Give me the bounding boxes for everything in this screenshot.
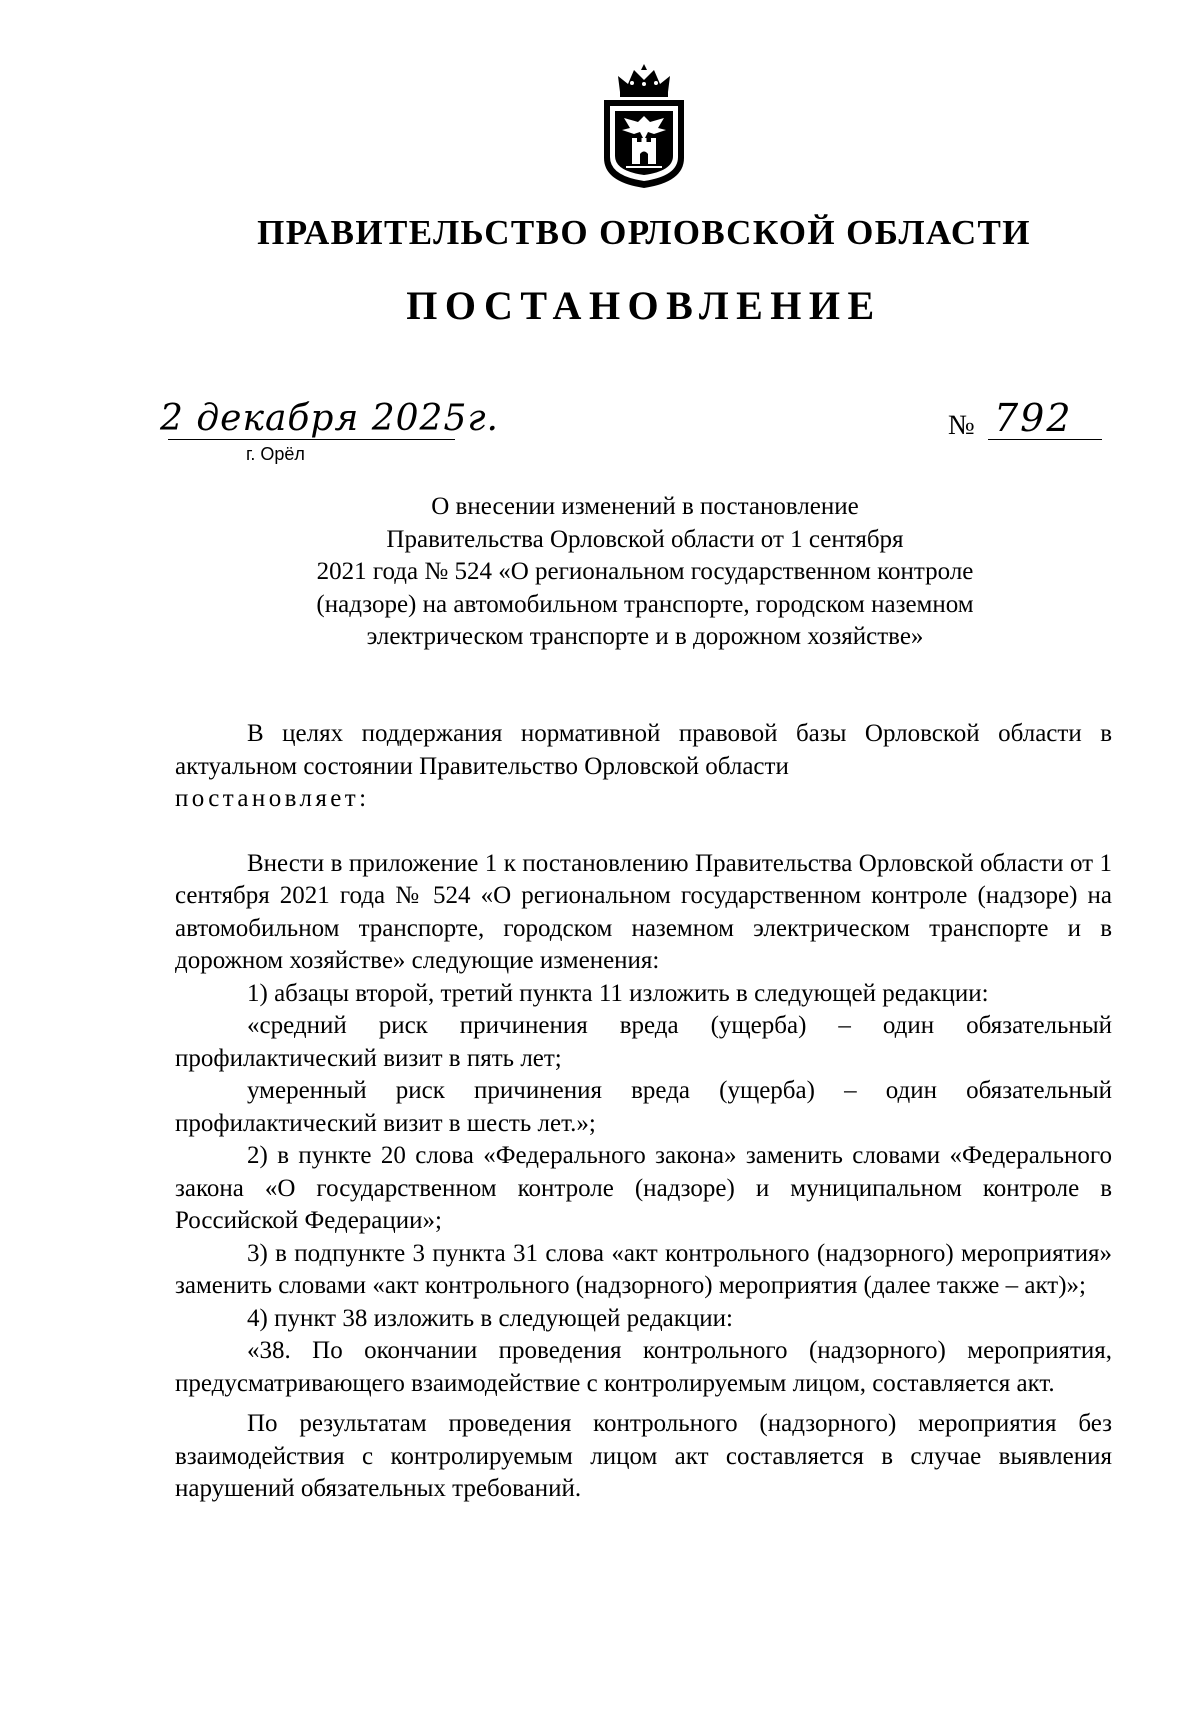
document-type-title: ПОСТАНОВЛЕНИЕ [406,283,882,328]
body-paragraph: 2) в пункте 20 слова «Федерального закона» заменить словами «Федерального закона «О государственном контроле (надзоре) и муниципальном контроле в Российской Федерации»; [175,1142,1112,1234]
subject-line: (надзоре) на автомобильном транспорте, городском наземном [316,590,974,618]
decree-word: постановляет: [175,785,370,812]
body-paragraph: 3) в подпункте 3 пункта 31 слова «акт контрольного (надзорного) мероприятия» заменить словами «акт контрольного (надзорного) мероприятия (далее также – акт)»; [175,1239,1112,1299]
document-date: 2 декабря 2025г. [160,398,499,439]
subject-line: О внесении изменений в постановление [431,493,859,520]
document-subject [250,491,1040,654]
document-body [175,718,1112,1506]
body-paragraph: Внести в приложение 1 к постановлению Правительства Орловской области от 1 сентября 2021 года № 524 «О региональном государственном контроле (надзоре) на автомобильном транспорте, городском наземном электрическом транспорте и в дорожном хозяйстве» следующие изменения: [175,849,1112,974]
body-paragraph: 1) абзацы второй, третий пункта 11 изложить в следующей редакции: [247,979,989,1007]
body-paragraph: «средний риск причинения вреда (ущерба) – один обязательный профилактический визит в пять лет; [175,1012,1112,1072]
number-underline [988,439,1102,440]
subject-line: электрическом транспорте и в дорожном хозяйстве» [366,623,924,650]
body-paragraph: 4) пункт 38 изложить в следующей редакции: [247,1304,733,1332]
body-paragraph: умеренный риск причинения вреда (ущерба) – один обязательный профилактический визит в шесть лет.»; [175,1077,1112,1137]
organization-name: ПРАВИТЕЛЬСТВО ОРЛОВСКОЙ ОБЛАСТИ [257,213,1031,252]
preamble-paragraph [175,718,1112,816]
number-sign: № [948,410,975,441]
subject-line: 2021 года № 524 «О региональном государственном контроле [316,558,974,585]
body-paragraph: «38. По окончании проведения контрольного (надзорного) мероприятия, предусматривающего взаимодействие с контролируемым лицом, составляется акт. [175,1337,1112,1397]
document-number: 792 [994,396,1073,440]
date-underline [168,439,455,440]
subject-line: Правительства Орловской области от 1 сентября [386,525,904,553]
document-city: г. Орёл [246,444,305,464]
body-paragraph: По результатам проведения контрольного (надзорного) мероприятия без взаимодействия с контролируемым лицом акт составляется в случае выявления нарушений обязательных требований. [175,1410,1112,1502]
orel-region-coat-of-arms-icon [598,62,690,190]
preamble-text: В целях поддержания нормативной правовой базы Орловской области в актуальном состоянии Правительство Орловской области [175,720,1112,780]
